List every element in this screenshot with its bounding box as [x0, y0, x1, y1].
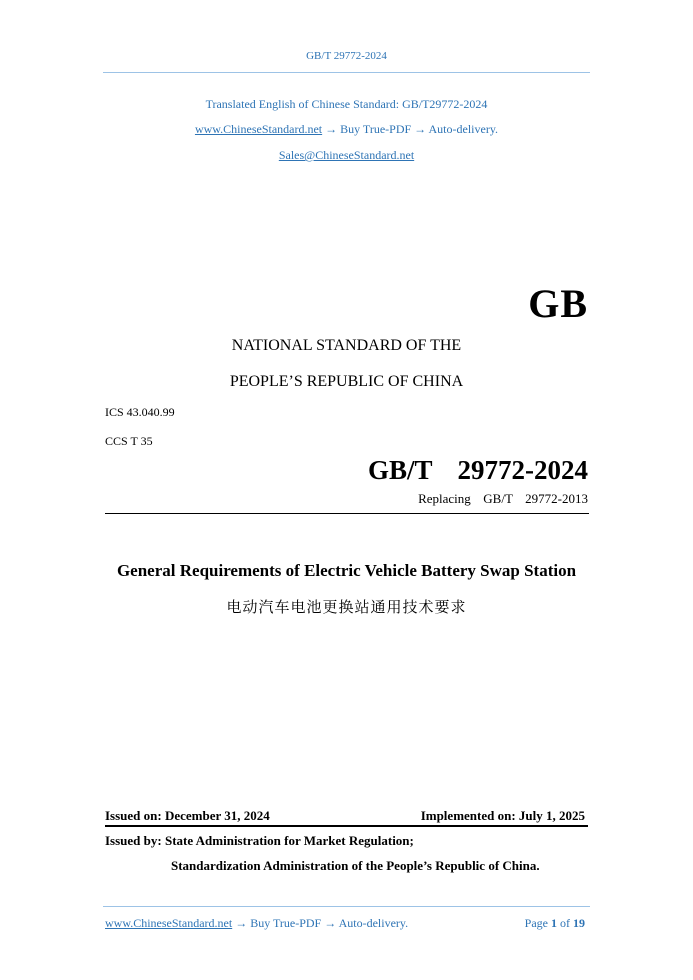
header-rule [103, 72, 590, 73]
ccs-code: CCS T 35 [105, 434, 153, 448]
auto-delivery-text: Auto-delivery. [428, 122, 499, 136]
issuance-divider [105, 825, 588, 827]
footer-buy-pdf-text: Buy True-PDF [250, 916, 322, 930]
footer-buy-line [105, 916, 408, 931]
promo-buy-line [0, 122, 693, 137]
page-of-label: of [560, 916, 570, 930]
republic-heading: PEOPLE’S REPUBLIC OF CHINA [229, 373, 464, 390]
page-current: 1 [551, 916, 557, 930]
issued-by-line2: Standardization Administration of the People’s Republic of China. [171, 858, 540, 873]
promo-email-line [0, 148, 693, 163]
buy-pdf-text: Buy True-PDF [340, 122, 412, 136]
issued-on-date: Issued on: December 31, 2024 [105, 808, 270, 823]
arrow-icon: → [324, 916, 337, 930]
arrow-icon: → [414, 122, 427, 136]
national-standard-heading: NATIONAL STANDARD OF THE [231, 337, 462, 354]
ics-code: ICS 43.040.99 [105, 405, 175, 419]
document-title-chinese: 电动汽车电池更换站通用技术要求 [226, 598, 467, 616]
running-header: GB/T 29772-2024 [306, 50, 387, 62]
footer-site-link[interactable]: www.ChineseStandard.net [105, 916, 233, 930]
standard-number: GB/T 29772-2024 [367, 455, 588, 485]
promo-translation-line: Translated English of Chinese Standard: GB/T29772-2024 [205, 97, 488, 111]
issued-by-line1: Issued by: State Administration for Market Regulation; [105, 833, 414, 848]
site-link[interactable]: www.ChineseStandard.net [194, 122, 323, 136]
page-total: 19 [573, 916, 585, 930]
title-divider [105, 513, 589, 514]
footer-auto-delivery-text: Auto-delivery. [338, 916, 409, 930]
document-title-english: General Requirements of Electric Vehicle Battery Swap Station [116, 561, 577, 580]
implemented-on-date: Implemented on: July 1, 2025 [420, 808, 585, 823]
gb-logo: GB [528, 281, 588, 326]
replacing-note: Replacing GB/T 29772-2013 [418, 491, 588, 506]
sales-email-link[interactable]: Sales@ChineseStandard.net [278, 148, 415, 162]
page-number [525, 916, 585, 931]
arrow-icon: → [235, 916, 248, 930]
arrow-icon: → [325, 122, 338, 136]
page-label: Page [524, 916, 548, 930]
footer-rule [103, 906, 590, 907]
